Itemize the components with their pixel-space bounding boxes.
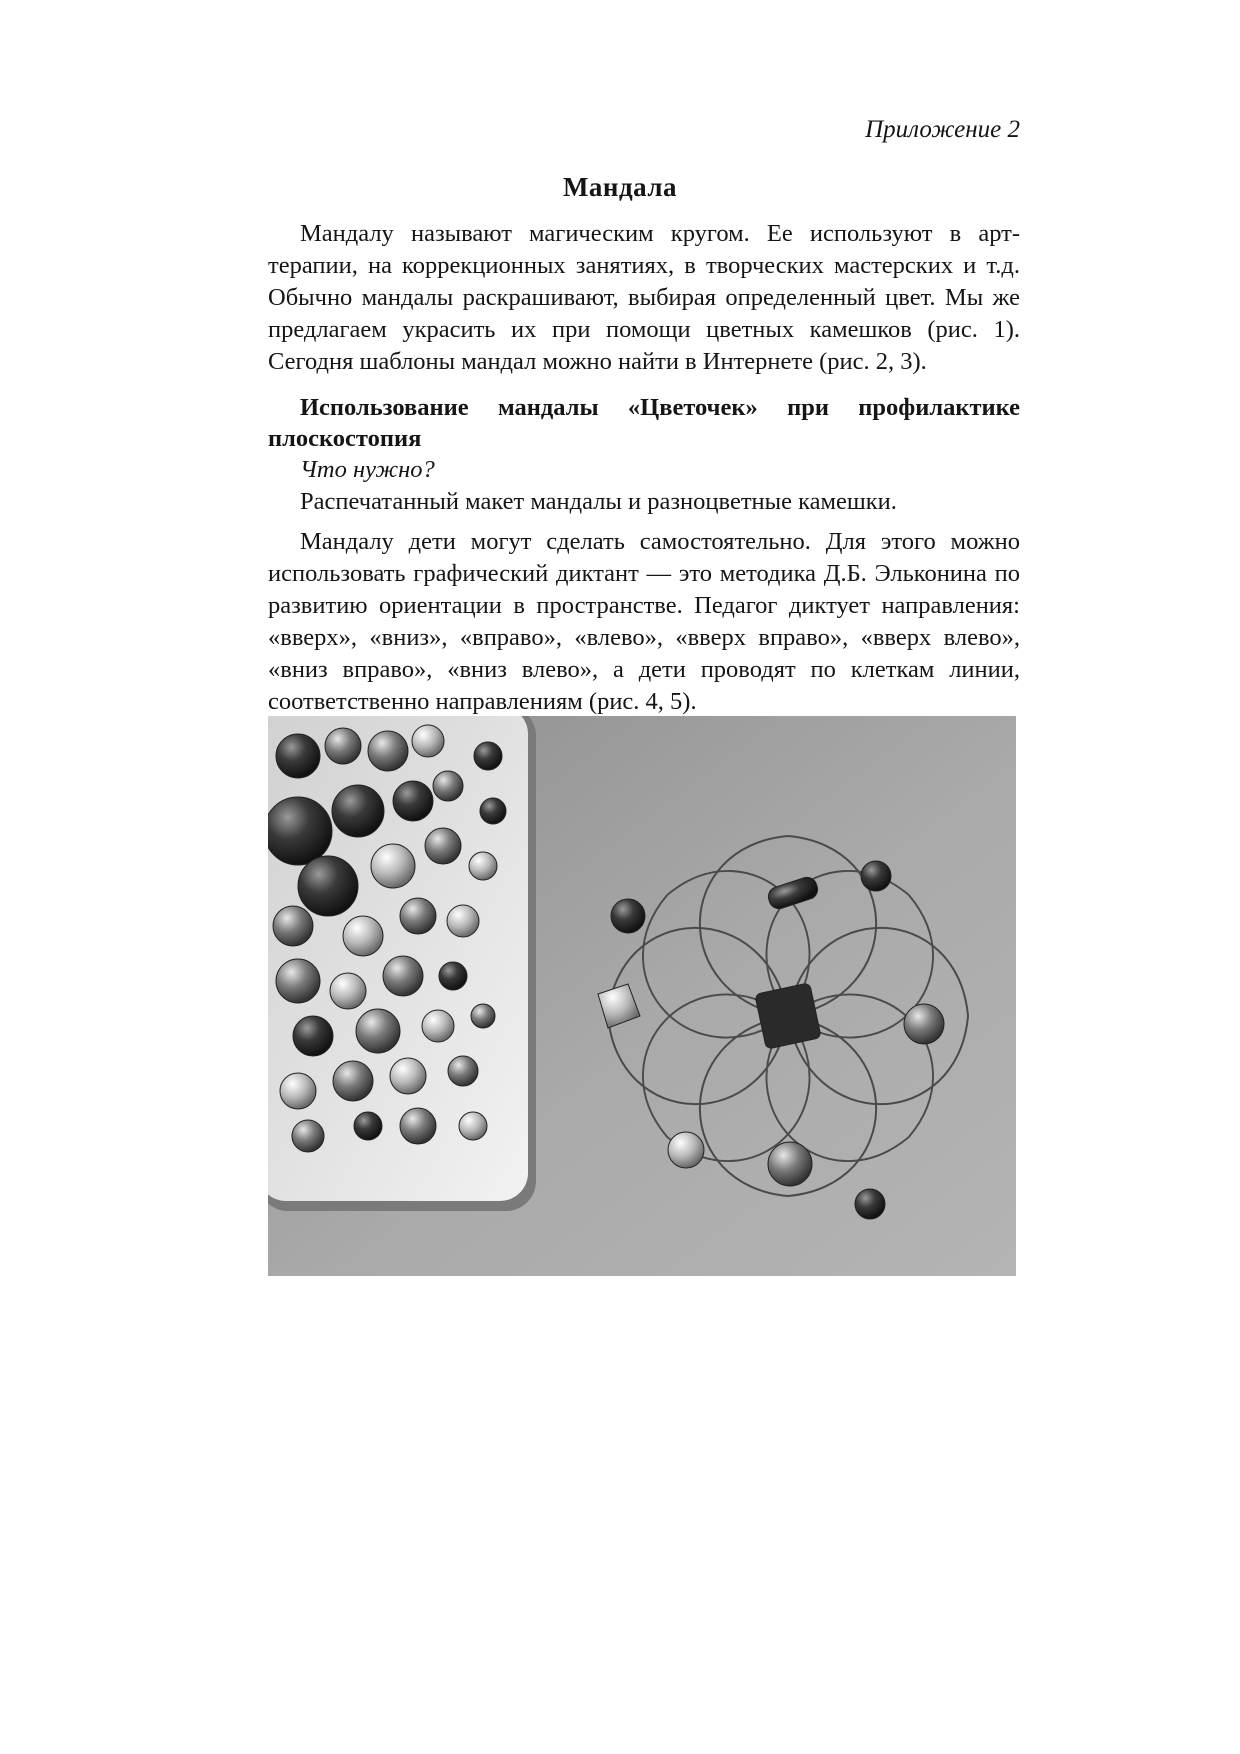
appendix-label: Приложение 2 [865,116,1020,143]
body-text [268,218,1020,718]
intro-paragraph: Мандалу называют магическим кругом. Ее используют в арт-терапии, на коррекционных занятиях, в творческих мастерских и т.д. Обычно мандалы раскрашивают, выбирая определенный цвет. Мы же предлагаем украсить их при помощи цветных камешков (рис. 1). Сегодня шаблоны мандал можно найти в Интернете (рис. 2, 3). [268,220,1020,375]
method-paragraph: Мандалу дети могут сделать самостоятельно. Для этого можно использовать графический диктант — это методика Д.Б. Эльконина по развитию ориентации в пространстве. Педагог диктует направления: «вверх», «вниз», «вправо», «влево», «вверх вправо», «вверх влево», «вниз вправо», «вниз влево», а дети проводят по клеткам линии, соответственно направлениям (рис. 4, 5). [268,528,1020,715]
mandala-stones-photo [268,716,1016,1276]
page-title: Мандала [562,172,678,202]
what-needed-label: Что нужно? [300,456,435,483]
materials-paragraph: Распечатанный макет мандалы и разноцветные камешки. [300,488,897,515]
section-heading: Использование мандалы «Цветочек» при профилактике плоскостопия [268,394,1020,452]
